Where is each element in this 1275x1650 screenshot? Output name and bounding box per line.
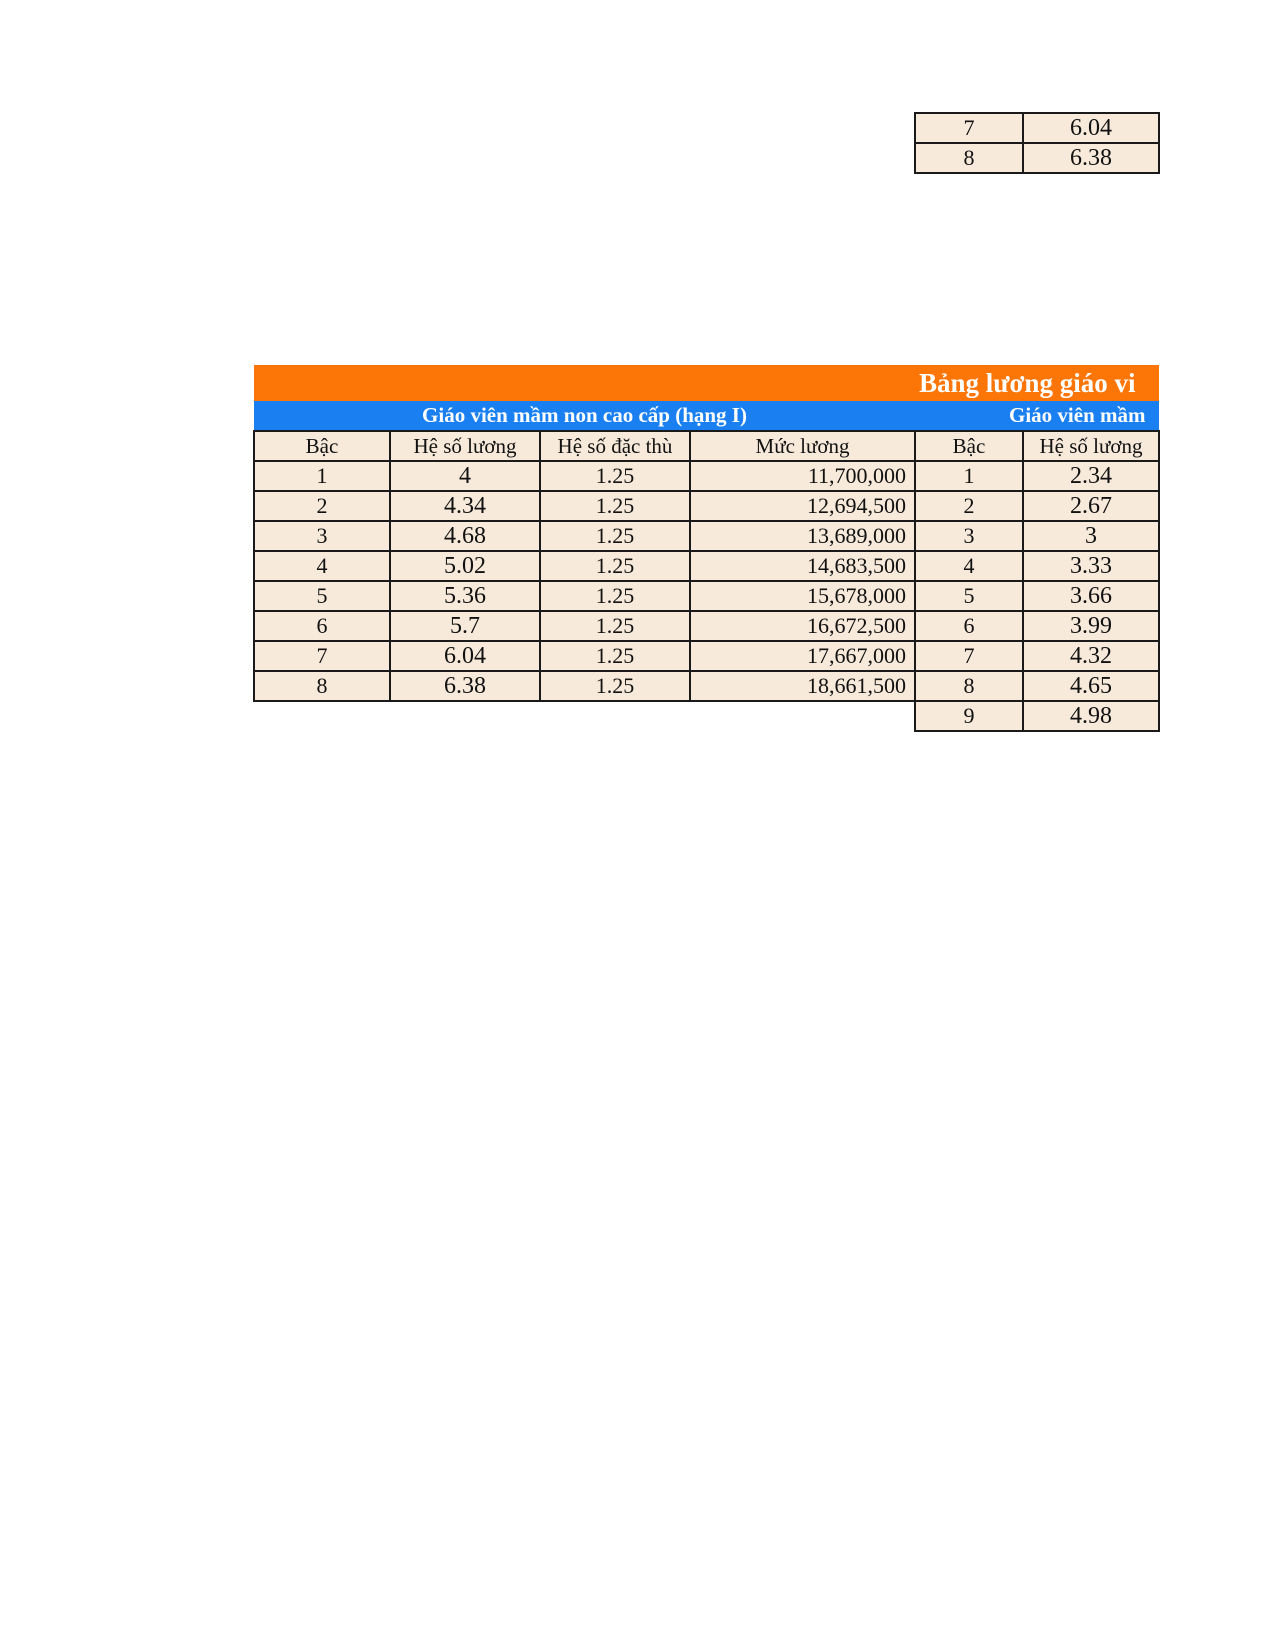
bac-cell: 6	[254, 611, 390, 641]
muc-luong-cell: 12,694,500	[690, 491, 915, 521]
he-so-dac-thu-cell: 1.25	[540, 491, 690, 521]
bac-cell-b: 3	[915, 521, 1023, 551]
bac-cell: 2	[254, 491, 390, 521]
bac-cell: 1	[254, 461, 390, 491]
group-b-header: Giáo viên mầm	[915, 401, 1159, 431]
he-so-dac-thu-cell: 1.25	[540, 611, 690, 641]
bac-cell: 8	[254, 671, 390, 701]
bac-cell-b: 4	[915, 551, 1023, 581]
col-header-bac: Bậc	[254, 431, 390, 461]
bac-cell-b: 8	[915, 671, 1023, 701]
he-so-dac-thu-cell: 1.25	[540, 551, 690, 581]
muc-luong-cell: 14,683,500	[690, 551, 915, 581]
he-so-dac-thu-cell: 1.25	[540, 671, 690, 701]
salary-table	[253, 365, 1160, 732]
bac-cell-b: 2	[915, 491, 1023, 521]
table-row	[254, 641, 1159, 671]
he-so-luong-cell-b: 3.33	[1023, 551, 1159, 581]
he-so-luong-cell-b: 4.98	[1023, 701, 1159, 731]
table-row	[254, 461, 1159, 491]
he-so-luong-cell: 4.34	[390, 491, 540, 521]
table-title-text: Bảng lương giáo vi	[919, 368, 1136, 398]
he-so-luong-cell-b: 3.99	[1023, 611, 1159, 641]
he-so-dac-thu-cell: 1.25	[540, 521, 690, 551]
muc-luong-cell: 17,667,000	[690, 641, 915, 671]
table-row	[254, 551, 1159, 581]
title-row	[254, 365, 1159, 401]
bac-cell: 5	[254, 581, 390, 611]
he-so-luong-cell-b: 2.34	[1023, 461, 1159, 491]
bac-cell-b: 5	[915, 581, 1023, 611]
table-title	[254, 365, 1159, 401]
he-so-luong-cell-b: 3.66	[1023, 581, 1159, 611]
he-so-luong-cell: 6.38	[1023, 143, 1159, 173]
col-header-he-so-dac-thu: Hệ số đặc thù	[540, 431, 690, 461]
table-row	[254, 581, 1159, 611]
table-row	[254, 671, 1159, 701]
he-so-dac-thu-cell: 1.25	[540, 581, 690, 611]
he-so-luong-cell-b: 4.32	[1023, 641, 1159, 671]
bac-cell: 7	[254, 641, 390, 671]
he-so-luong-cell: 6.04	[390, 641, 540, 671]
table-row	[915, 113, 1159, 143]
group-row	[254, 401, 1159, 431]
he-so-luong-cell-b: 3	[1023, 521, 1159, 551]
bac-cell-b: 7	[915, 641, 1023, 671]
muc-luong-cell: 11,700,000	[690, 461, 915, 491]
he-so-luong-cell: 5.36	[390, 581, 540, 611]
muc-luong-cell: 18,661,500	[690, 671, 915, 701]
he-so-luong-cell-b: 4.65	[1023, 671, 1159, 701]
bac-cell: 4	[254, 551, 390, 581]
bac-cell-b: 1	[915, 461, 1023, 491]
table-row	[254, 491, 1159, 521]
muc-luong-cell: 13,689,000	[690, 521, 915, 551]
bac-cell-b: 6	[915, 611, 1023, 641]
he-so-luong-cell: 5.02	[390, 551, 540, 581]
previous-table-fragment	[914, 112, 1160, 174]
he-so-luong-cell: 6.04	[1023, 113, 1159, 143]
bac-cell: 3	[254, 521, 390, 551]
col-header-he-so-luong-b: Hệ số lương	[1023, 431, 1159, 461]
he-so-luong-cell: 6.38	[390, 671, 540, 701]
muc-luong-cell: 16,672,500	[690, 611, 915, 641]
col-header-bac-b: Bậc	[915, 431, 1023, 461]
bac-cell-b: 9	[915, 701, 1023, 731]
col-header-he-so-luong: Hệ số lương	[390, 431, 540, 461]
column-header-row	[254, 431, 1159, 461]
empty-cell	[254, 701, 915, 731]
he-so-dac-thu-cell: 1.25	[540, 461, 690, 491]
he-so-luong-cell: 4	[390, 461, 540, 491]
table-row	[254, 611, 1159, 641]
he-so-luong-cell-b: 2.67	[1023, 491, 1159, 521]
bac-cell: 8	[915, 143, 1023, 173]
group-a-header: Giáo viên mầm non cao cấp (hạng I)	[254, 401, 915, 431]
muc-luong-cell: 15,678,000	[690, 581, 915, 611]
bac-cell: 7	[915, 113, 1023, 143]
col-header-muc-luong: Mức lương	[690, 431, 915, 461]
he-so-luong-cell: 4.68	[390, 521, 540, 551]
table-row	[254, 521, 1159, 551]
he-so-dac-thu-cell: 1.25	[540, 641, 690, 671]
he-so-luong-cell: 5.7	[390, 611, 540, 641]
table-row	[915, 143, 1159, 173]
table-row	[254, 701, 1159, 731]
